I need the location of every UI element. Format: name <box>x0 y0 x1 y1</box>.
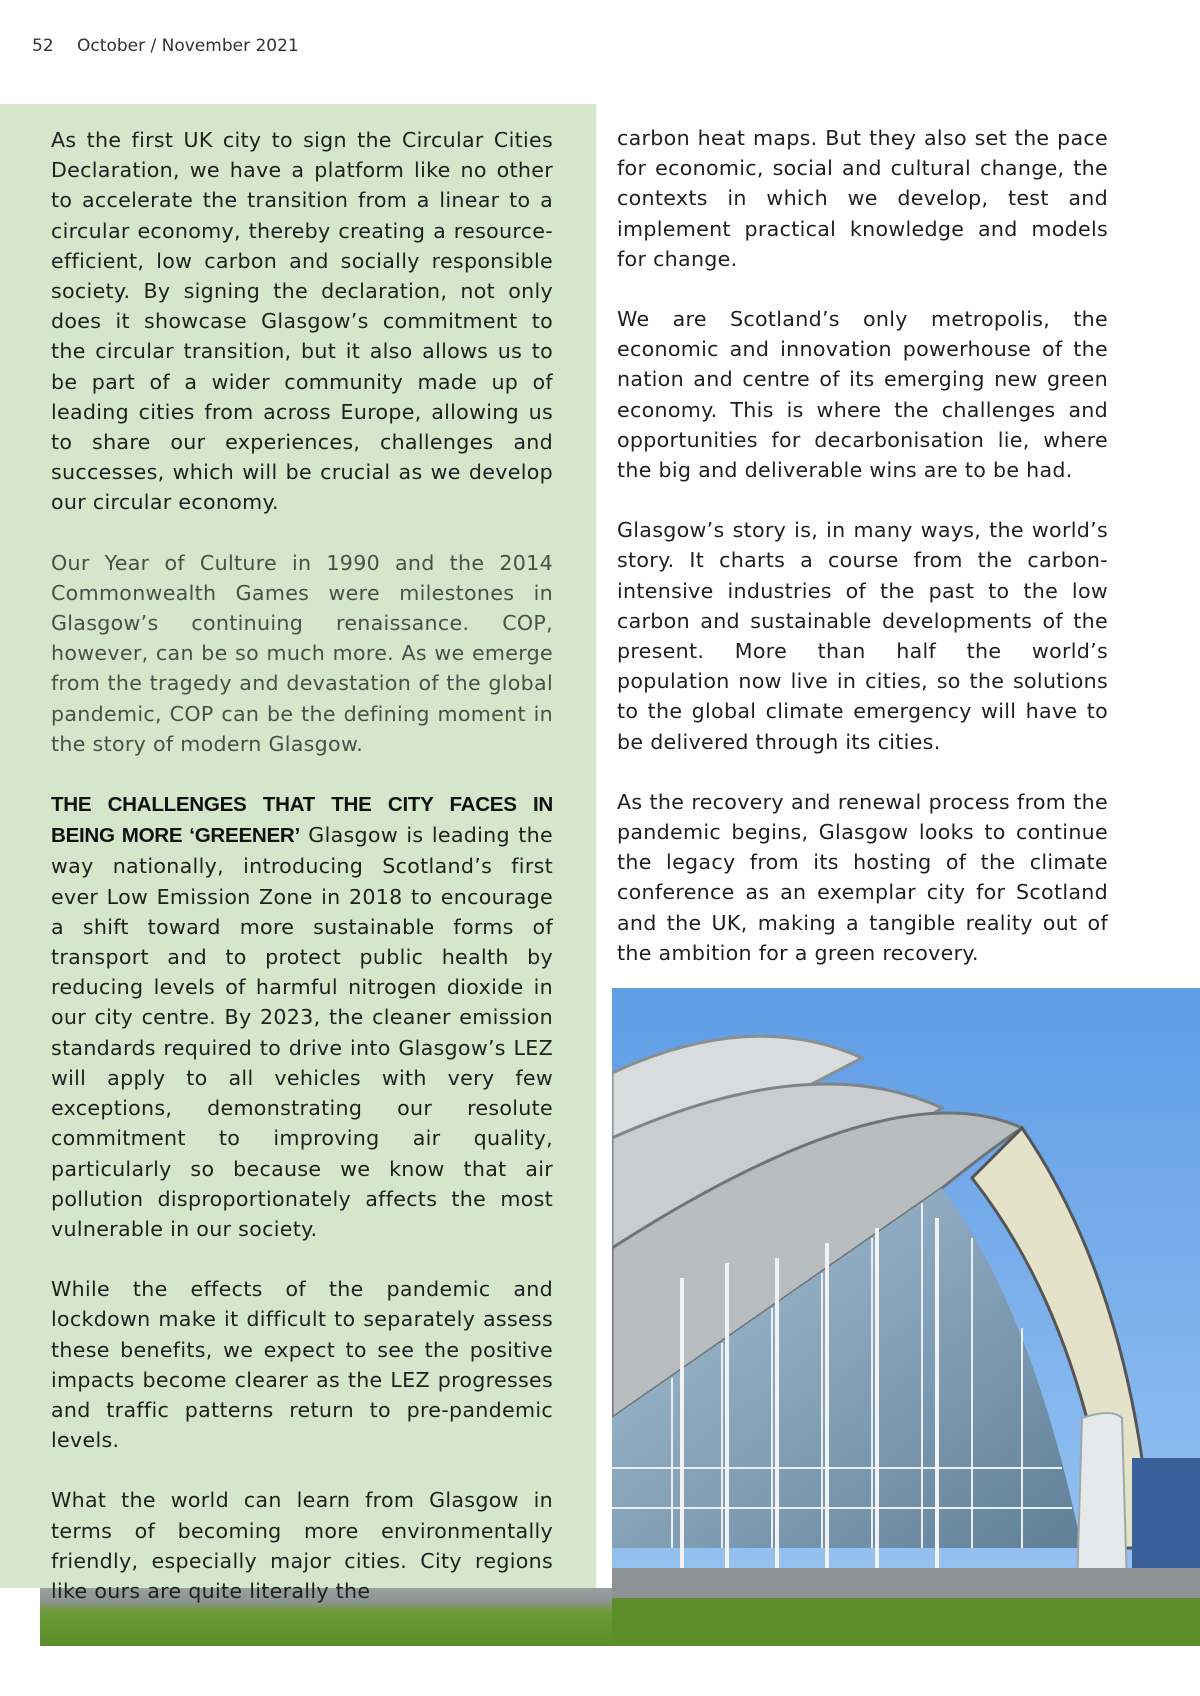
left-column <box>51 125 553 1636</box>
issue-date: October / November 2021 <box>77 36 299 56</box>
page-number: 52 <box>32 36 54 56</box>
building-illustration <box>612 988 1200 1646</box>
section-heading: THE CHALLENGES THAT THE CITY FACES IN BEING MORE ‘GREENER’ <box>51 793 553 848</box>
paragraph: As the recovery and renewal process from the pandemic begins, Glasgow looks to continue the legacy from its hosting of the climate conference as an exemplar city for Scotland and the UK, making a tangible reality out of the ambition for a green recovery. <box>617 789 1108 965</box>
paragraph <box>51 789 553 1244</box>
page-header <box>32 36 299 56</box>
sec-armadillo-photo <box>612 988 1200 1646</box>
paragraph: While the effects of the pandemic and lockdown make it difficult to separately assess these benefits, we expect to see the positive impacts become clearer as the LEZ progresses and traffic patterns return to pre-pandemic levels. <box>51 1277 553 1453</box>
paragraph: carbon heat maps. But they also set the pace for economic, social and cultural change, the contexts in which we develop, test and implement practical knowledge and models for change. <box>617 126 1108 271</box>
paragraph: What the world can learn from Glasgow in terms of becoming more environmentally friendly, especially major cities. City regions like ours are quite literally the <box>51 1488 553 1603</box>
paragraph: Glasgow’s story is, in many ways, the world’s story. It charts a course from the carbon-intensive industries of the past to the low carbon and sustainable developments of the present. More than half the world’s population now live in cities, so the solutions to the global climate emergency will have to be delivered through its cities. <box>617 518 1108 754</box>
paragraph-text: Glasgow is leading the way nationally, introducing Scotland’s first ever Low Emission Zone in 2018 to encourage a shift toward more sustainable forms of transport and to protect public health by reducing levels of harmful nitrogen dioxide in our city centre. By 2023, the cleaner emission standards required to drive into Glasgow’s LEZ will apply to all vehicles with very few exceptions, demonstrating our resolute commitment to improving air quality, particularly so because we know that air pollution disproportionately affects the most vulnerable in our society. <box>51 823 553 1241</box>
paragraph: Our Year of Culture in 1990 and the 2014 Commonwealth Games were milestones in Glasgow’s continuing renaissance. COP, however, can be so much more. As we emerge from the tragedy and devastation of the global pandemic, COP can be the defining moment in the story of modern Glasgow. <box>51 550 553 756</box>
paragraph: We are Scotland’s only metropolis, the economic and innovation powerhouse of the nation and centre of its emerging new green economy. This is where the challenges and opportunities for decarbonisation lie, where the big and deliverable wins are to be had. <box>617 307 1108 483</box>
paragraph: As the first UK city to sign the Circular Cities Declaration, we have a platform like no other to accelerate the transition from a linear to a circular economy, thereby creating a resource-efficient, low carbon and socially responsible society. By signing the declaration, not only does it showcase Glasgow’s commitment to the circular transition, but it also allows us to be part of a wider community made up of leading cities from across Europe, allowing us to share our experiences, challenges and successes, which will be crucial as we develop our circular economy. <box>51 128 553 515</box>
right-column <box>617 123 1108 998</box>
